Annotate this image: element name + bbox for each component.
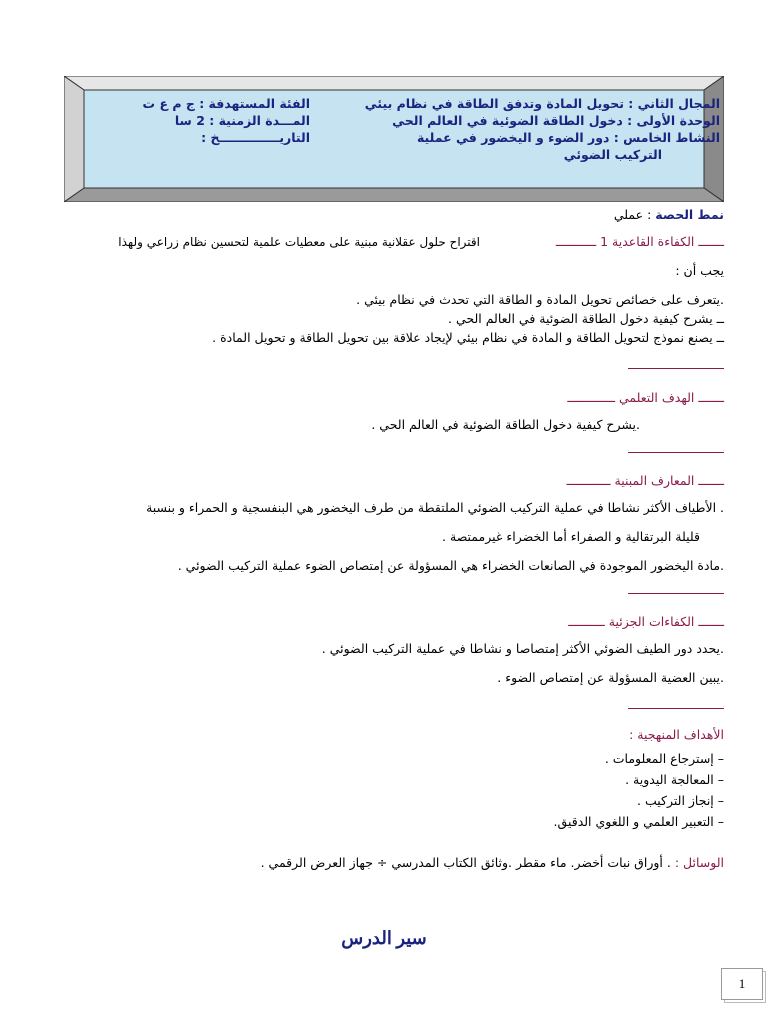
session-type [500, 207, 724, 223]
header-info-left [110, 95, 310, 146]
must-heading: يجب أن : [675, 263, 724, 278]
learning-goal-text: .يشرح كيفية دخول الطاقة الضوئية في العالم الحي . [371, 417, 640, 432]
objectives-list [130, 290, 724, 347]
lesson-title: سير الدرس [341, 928, 427, 948]
methodological-item: – إسترجاع المعلومات . [604, 751, 724, 766]
methodological-item: – المعالجة اليدوية . [625, 772, 724, 787]
objective-item: ــ يصنع نموذج لتحويل الطاقة و المادة في نظام بيئي لإيجاد علاقة بين تحويل الطاقة و تحويل المادة . [212, 330, 724, 345]
duration: المـــدة الزمنية : 2 سا [174, 113, 310, 128]
activity-line: النشاط الخامس : دور الضوء و اليخضور في عملية [416, 130, 720, 145]
prior-knowledge-label: ـــــــ المعارف المبنية ــــــــــــ [566, 473, 724, 488]
page-number: 1 [721, 968, 763, 1000]
methodological-item: – التعبير العلمي و اللغوي الدقيق. [553, 814, 724, 829]
prior-knowledge-item: .مادة اليخضور الموجودة في الصانعات الخضراء هي المسؤولة عن إمتصاص الضوء عملية التركيب الضوئي . [177, 558, 724, 573]
activity-line-cont: التركيب الضوئي [563, 147, 662, 162]
base-competence-label: ـــــــ الكفاءة القاعدية 1 ـــــــــــ [555, 234, 724, 249]
objective-item: .يتعرف على خصائص تحويل المادة و الطاقة التي تحدث في نظام بيئي . [356, 292, 724, 307]
unit-line: الوحدة الأولى : دخول الطاقة الضوئية في العالم الحي [392, 113, 720, 128]
methodological-item: – إنجاز التركيب . [637, 793, 724, 808]
divider [628, 452, 724, 453]
date-field: التاريــــــــــــــخ : [201, 130, 310, 145]
partial-competences-label: ـــــــ الكفاءات الجزئية ــــــــــ [568, 614, 724, 629]
partial-competence-item: .يحدد دور الطيف الضوئي الأكثر إمتصاصا و نشاطا في عملية التركيب الضوئي . [321, 641, 724, 656]
learning-goal-label: ـــــــ الهدف التعلمي ـــــــــــــ [567, 390, 724, 405]
header-info-right [340, 95, 720, 163]
divider [628, 708, 724, 709]
means-label: الوسائل : [674, 855, 724, 870]
means-text: . أوراق نبات أخضر. ماء مقطر .وثائق الكتاب المدرسي ÷ جهاز العرض الرقمي . [260, 855, 671, 870]
divider [628, 593, 724, 594]
base-competence-text: اقتراح حلول عقلانية مبنية على معطيات علمية لتحسين نظام زراعي ولهذا [118, 235, 480, 249]
session-value: : عملي [613, 207, 652, 222]
methodological-list [400, 748, 724, 832]
target-group: الفئة المستهدفة : ج م ع ت [142, 96, 310, 111]
methodological-label: الأهداف المنهجية : [629, 727, 724, 742]
partial-competence-item: .يبين العضية المسؤولة عن إمتصاص الضوء . [497, 670, 724, 685]
domain-line: المجال الثاني : تحويل المادة وتدفق الطاقة في نظام بيئي [364, 96, 720, 111]
divider [628, 368, 724, 369]
means-line [150, 855, 724, 871]
prior-knowledge-item: قليلة البرتقالية و الصفراء أما الخضراء غيرممتصة . [442, 529, 700, 544]
session-label: نمط الحصة [655, 207, 724, 222]
prior-knowledge-item: . الأطياف الأكثر نشاطا في عملية التركيب الضوئي الملتقطة من طرف اليخضور هي البنفسجية و الحمراء و بنسبة [146, 500, 724, 515]
objective-item: ــ يشرح كيفية دخول الطاقة الضوئية في العالم الحي . [448, 311, 724, 326]
